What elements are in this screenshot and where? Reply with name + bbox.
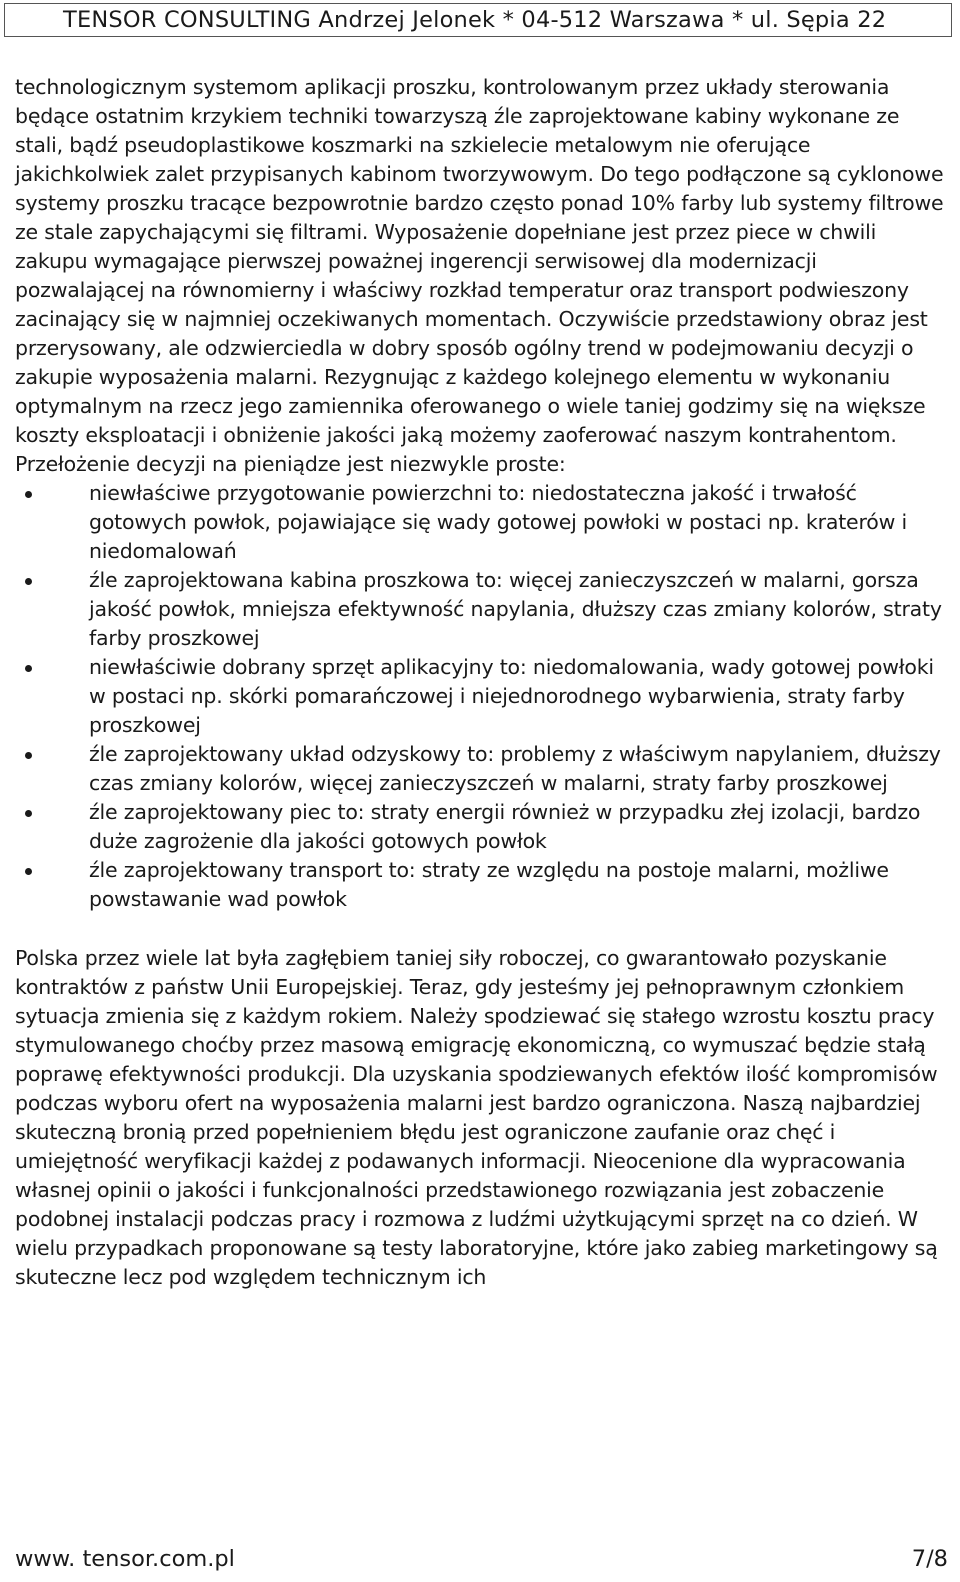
list-item (15, 740, 950, 798)
list-item-text: niewłaściwe przygotowanie powierzchni to: niedostateczna jakość i trwałość gotowych powłok, pojawiające się wady gotowej powłoki w postaci np. kraterów i niedomalowań (89, 481, 907, 563)
list-item (15, 798, 950, 856)
list-item-text: niewłaściwie dobrany sprzęt aplikacyjny to: niedomalowania, wady gotowej powłoki w postaci np. skórki pomarańczowej i niejednorodnego wybarwienia, straty farby proszkowej (89, 655, 934, 737)
header-text: TENSOR CONSULTING Andrzej Jelonek * 04-512 Warszawa * ul. Sępia 22 (63, 7, 887, 33)
list-item (15, 479, 950, 566)
bullet-icon (25, 752, 32, 759)
page-header (4, 3, 952, 37)
body-paragraph-1: technologicznym systemom aplikacji proszku, kontrolowanym przez układy sterowania będące ostatnim krzykiem techniki towarzyszą źle zaprojektowane kabiny wykonane ze stali, bądź pseudoplastikowe koszmarki na szkielecie metalowym nie oferujące jakichkolwiek zalet przypisanych kabinom tworzywowym. Do tego podłączone są cyklonowe systemy proszku tracące bezpowrotnie bardzo często ponad 10% farby lub systemy filtrowe ze stale zapychającymi się filtrami. Wyposażenie dopełniane jest przez piece w chwili zakupu wymagające pierwszej poważnej ingerencji serwisowej dla modernizacji pozwalającej na równomierny i właściwy rozkład temperatur oraz transport podwieszony zacinający się w najmniej oczekiwanych momentach. Oczywiście przedstawiony obraz jest przerysowany, ale odzwierciedla w dobry sposób ogólny trend w podejmowaniu decyzji o zakupie wyposażenia malarni. Rezygnując z każdego kolejnego elementu w wykonaniu optymalnym na rzecz jego zamiennika oferowanego o wiele taniej godzimy się na większe koszty eksploatacji i obniżenie jakości jaką możemy zaoferować naszym kontrahentom. Przełożenie decyzji na pieniądze jest niezwykle proste: (15, 75, 944, 476)
list-item (15, 653, 950, 740)
bullet-icon (25, 810, 32, 817)
list-item-text: źle zaprojektowana kabina proszkowa to: więcej zanieczyszczeń w malarni, gorsza jakość powłok, mniejsza efektywność napylania, dłuższy czas zmiany kolorów, straty farby proszkowej (89, 568, 942, 650)
page-body (15, 73, 950, 1292)
list-item (15, 856, 950, 914)
body-paragraph-2: Polska przez wiele lat była zagłębiem taniej siły roboczej, co gwarantowało pozyskanie kontraktów z państw Unii Europejskiej. Teraz, gdy jesteśmy jej pełnoprawnym członkiem sytuacja zmienia się z każdym rokiem. Należy spodziewać się stałego wzrostu kosztu pracy stymulowanego choćby przez masową emigrację ekonomiczną, co wymuszać będzie stałą poprawę efektywności produkcji. Dla uzyskania spodziewanych efektów ilość kompromisów podczas wyboru ofert na wyposażenia malarni jest bardzo ograniczona. Naszą najbardziej skuteczną bronią przed popełnieniem błędu jest ograniczone zaufanie oraz chęć i umiejętność weryfikacji każdej z podawanych informacji. Nieocenione dla wypracowania własnej opinii o jakości i funkcjonalności przedstawionego rozwiązania jest zobaczenie podobnej instalacji podczas pracy i rozmowa z ludźmi użytkującymi sprzęt na co dzień. W wielu przypadkach proponowane są testy laboratoryjne, które jako zabieg marketingowy są skuteczne lecz pod względem technicznym ich (15, 946, 938, 1289)
page-footer (15, 1543, 948, 1575)
bullet-icon (25, 868, 32, 875)
bullet-icon (25, 578, 32, 585)
list-item-text: źle zaprojektowany układ odzyskowy to: problemy z właściwym napylaniem, dłuższy czas zmiany kolorów, więcej zanieczyszczeń w malarni, straty farby proszkowej (89, 742, 941, 795)
list-item (15, 566, 950, 653)
list-item-text: źle zaprojektowany piec to: straty energii również w przypadku złej izolacji, bardzo duże zagrożenie dla jakości gotowych powłok (89, 800, 921, 853)
bullet-icon (25, 665, 32, 672)
footer-page-number: 7/8 (911, 1546, 948, 1572)
list-item-text: źle zaprojektowany transport to: straty ze względu na postoje malarni, możliwe powstawanie wad powłok (89, 858, 889, 911)
consequences-list (15, 479, 950, 914)
footer-website: www. tensor.com.pl (15, 1546, 235, 1572)
bullet-icon (25, 491, 32, 498)
